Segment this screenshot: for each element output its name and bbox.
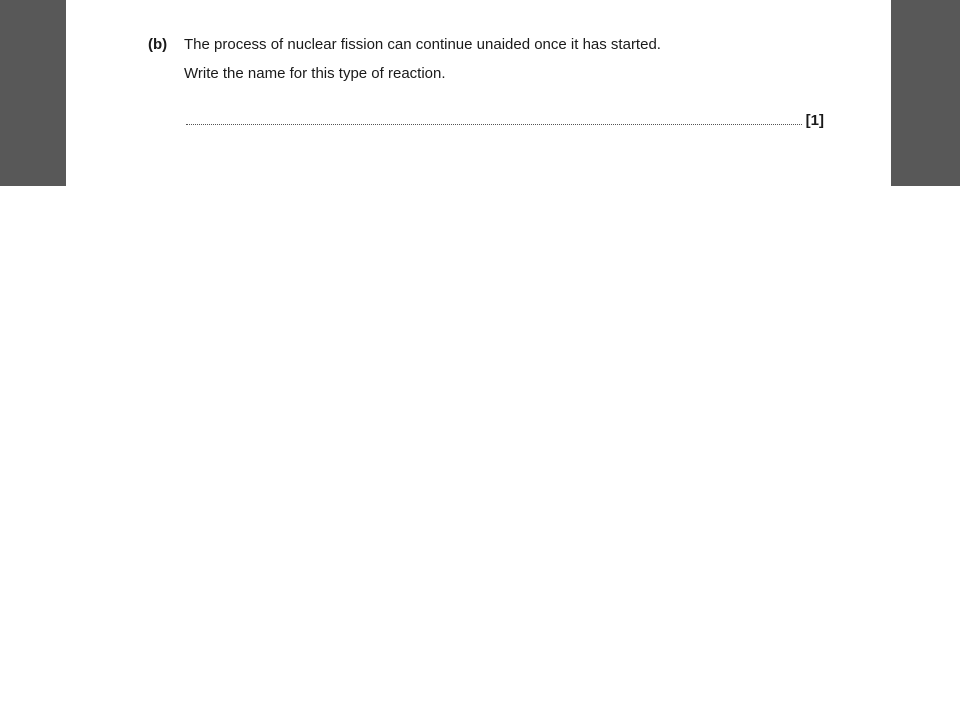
question-instruction: Write the name for this type of reaction. [184,65,446,82]
part-label: (b) [148,36,168,53]
right-side-bar [891,0,960,186]
answer-line[interactable] [186,124,802,125]
left-side-bar [0,0,66,186]
marks-label: [1] [805,112,824,129]
answer-row [186,110,824,132]
question-text-line-1: The process of nuclear fission can continue unaided once it has started. [184,36,661,53]
